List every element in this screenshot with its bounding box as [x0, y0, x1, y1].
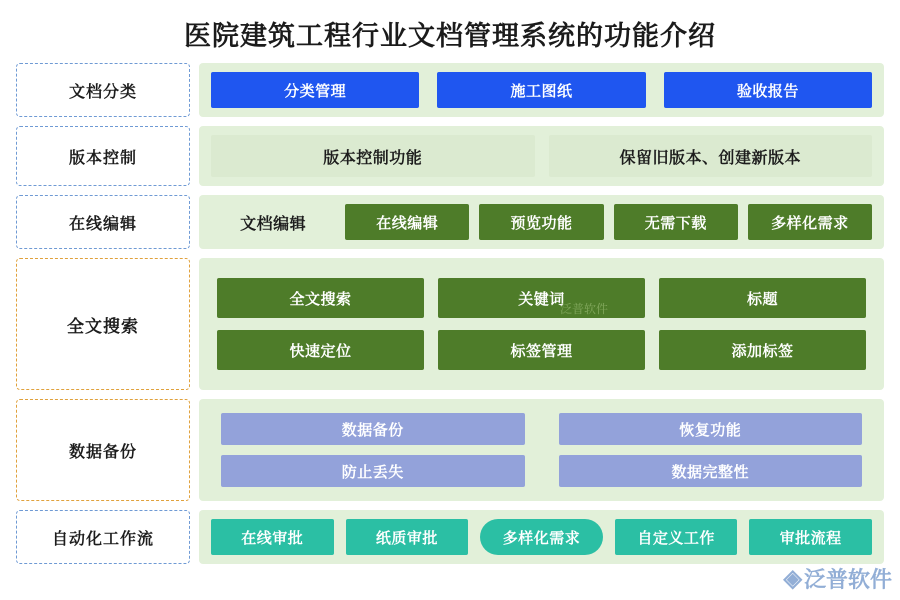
backup-chip-row-1	[221, 413, 862, 445]
chip-construction-drawings[interactable]: 施工图纸	[437, 72, 645, 108]
chip-preview-feature[interactable]: 预览功能	[479, 204, 603, 240]
chip-online-editing[interactable]: 在线编辑	[345, 204, 469, 240]
logo-icon: ◈	[783, 565, 802, 592]
row-body-data-backup	[199, 399, 884, 501]
chip-online-approval[interactable]: 在线审批	[211, 519, 334, 555]
chip-add-tag[interactable]: 添加标签	[659, 330, 866, 370]
chip-restore-feature[interactable]: 恢复功能	[559, 413, 863, 445]
row-label-data-backup: 数据备份	[16, 399, 190, 501]
row-label-full-text-search: 全文搜索	[16, 258, 190, 390]
watermark-text: 泛普软件	[803, 567, 892, 592]
chip-diverse-requirements[interactable]: 多样化需求	[748, 204, 872, 240]
chip-classification-management[interactable]: 分类管理	[211, 72, 419, 108]
row-body-automated-workflow	[199, 510, 884, 564]
chip-full-text-search[interactable]: 全文搜索	[217, 278, 424, 318]
search-chip-row-2	[217, 330, 866, 370]
chip-version-control-feature[interactable]: 版本控制功能	[211, 135, 535, 177]
row-body-version-control	[199, 126, 884, 186]
chip-keep-old-create-new[interactable]: 保留旧版本、创建新版本	[549, 135, 873, 177]
row-automated-workflow	[16, 510, 884, 564]
row-version-control	[16, 126, 884, 186]
chip-custom-workflow[interactable]: 自定义工作	[615, 519, 738, 555]
chip-tag-management[interactable]: 标签管理	[438, 330, 645, 370]
diagram-container	[16, 63, 884, 564]
chip-acceptance-report[interactable]: 验收报告	[664, 72, 872, 108]
row-label-online-editing: 在线编辑	[16, 195, 190, 249]
chip-quick-locate[interactable]: 快速定位	[217, 330, 424, 370]
row-label-automated-workflow: 自动化工作流	[16, 510, 190, 564]
row-body-full-text-search	[199, 258, 884, 390]
row-full-text-search	[16, 258, 884, 390]
row-label-version-control: 版本控制	[16, 126, 190, 186]
backup-chip-row-2	[221, 455, 862, 487]
chip-data-integrity[interactable]: 数据完整性	[559, 455, 863, 487]
page-title: 医院建筑工程行业文档管理系统的功能介绍	[184, 21, 716, 51]
watermark-logo	[784, 563, 892, 594]
chip-title[interactable]: 标题	[659, 278, 866, 318]
row-body-document-classification	[199, 63, 884, 117]
chip-diverse-requirements-workflow[interactable]: 多样化需求	[480, 519, 603, 555]
row-body-online-editing	[199, 195, 884, 249]
row-document-classification	[16, 63, 884, 117]
search-chip-row-1	[217, 278, 866, 318]
chip-approval-process[interactable]: 审批流程	[749, 519, 872, 555]
label-document-editing: 文档编辑	[240, 215, 307, 233]
row-label-document-classification: 文档分类	[16, 63, 190, 117]
watermark-middle: 泛普软件	[560, 302, 609, 316]
chip-prevent-loss[interactable]: 防止丢失	[221, 455, 525, 487]
chip-paper-approval[interactable]: 纸质审批	[346, 519, 469, 555]
chip-keyword[interactable]: 关键词	[438, 278, 645, 318]
row-online-editing	[16, 195, 884, 249]
row-data-backup	[16, 399, 884, 501]
chip-data-backup[interactable]: 数据备份	[221, 413, 525, 445]
chip-no-download-needed[interactable]: 无需下载	[614, 204, 738, 240]
